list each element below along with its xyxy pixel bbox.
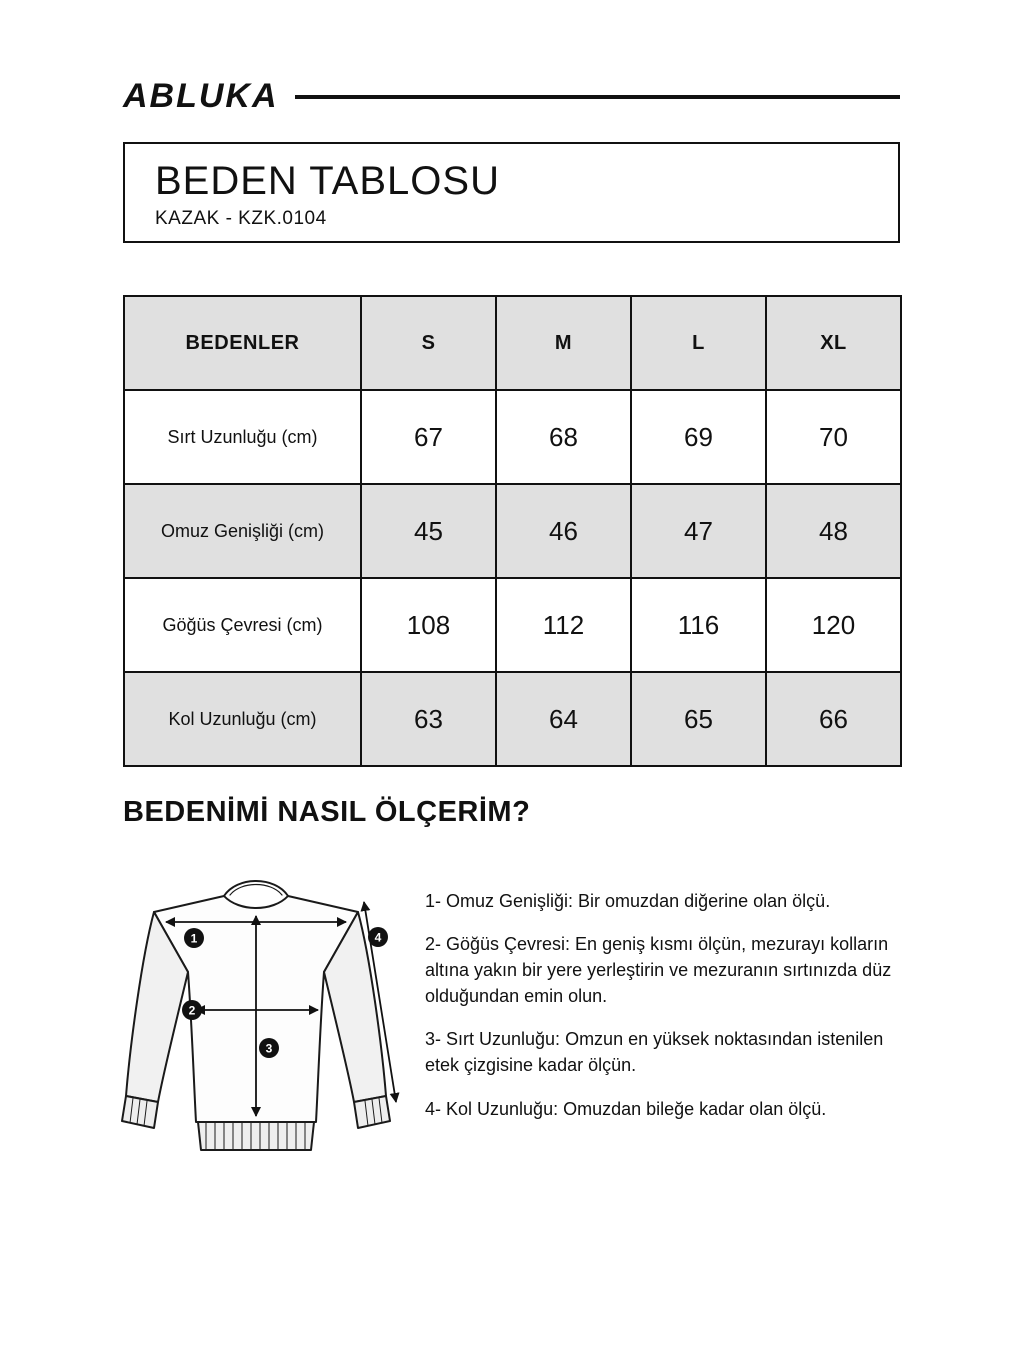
instruction-sleeve-length: 4- Kol Uzunluğu: Omuzdan bileğe kadar olan ölçü.: [425, 1098, 827, 1119]
size-table: [123, 295, 902, 767]
marker-3-badge: [259, 1038, 279, 1058]
marker-1-badge: [184, 928, 204, 948]
page-title: BEDEN TABLOSU: [155, 159, 500, 203]
title-box: [123, 142, 900, 243]
row-label: Omuz Genişliği (cm): [124, 484, 361, 578]
cell-value: 112: [496, 578, 631, 672]
column-header-s: S: [361, 296, 496, 390]
measure-section-title: BEDENİMİ NASIL ÖLÇERİM?: [123, 796, 531, 828]
table-row-back-length: [124, 390, 901, 484]
column-header-xl: XL: [766, 296, 901, 390]
cell-value: 108: [361, 578, 496, 672]
marker-4-badge: [368, 927, 388, 947]
cell-value: 70: [766, 390, 901, 484]
cell-value: 65: [631, 672, 766, 766]
marker-1-number: 1: [190, 931, 198, 946]
table-row-chest: [124, 578, 901, 672]
row-label: Kol Uzunluğu (cm): [124, 672, 361, 766]
cell-value: 66: [766, 672, 901, 766]
brand-logo: ABLUKA: [123, 76, 279, 115]
cell-value: 64: [496, 672, 631, 766]
cell-value: 67: [361, 390, 496, 484]
brand-header: [123, 76, 900, 116]
marker-2-number: 2: [188, 1003, 196, 1018]
cell-value: 47: [631, 484, 766, 578]
cell-value: 120: [766, 578, 901, 672]
instruction-chest: 2- Göğüs Çevresi: En geniş kısmı ölçün, mezurayı kolların altına yakın bir yere yerleştirin ve mezuranın sırtınızda düz olduğundan emin olun.: [425, 934, 892, 1007]
table-row-shoulder-width: [124, 484, 901, 578]
marker-4-number: 4: [374, 930, 382, 945]
cell-value: 116: [631, 578, 766, 672]
row-label: Göğüs Çevresi (cm): [124, 578, 361, 672]
size-table-header-row: [124, 296, 901, 390]
column-header-m: M: [496, 296, 631, 390]
instruction-back-length: 3- Sırt Uzunluğu: Omzun en yüksek noktasından istenilen etek çizgisine kadar ölçün.: [425, 1029, 884, 1076]
instruction-shoulder-width: 1- Omuz Genişliği: Bir omuzdan diğerine olan ölçü.: [425, 891, 831, 911]
cell-value: 45: [361, 484, 496, 578]
sweater-diagram: [106, 864, 416, 1196]
measure-instructions: [425, 888, 912, 1139]
row-label: Sırt Uzunluğu (cm): [124, 390, 361, 484]
column-header-bedenler: BEDENLER: [124, 296, 361, 390]
brand-divider-line: [295, 95, 900, 99]
cell-value: 69: [631, 390, 766, 484]
column-header-l: L: [631, 296, 766, 390]
cell-value: 68: [496, 390, 631, 484]
marker-3-number: 3: [265, 1041, 273, 1056]
table-row-sleeve-length: [124, 672, 901, 766]
page-subtitle: KAZAK - KZK.0104: [155, 208, 327, 229]
cell-value: 48: [766, 484, 901, 578]
cell-value: 46: [496, 484, 631, 578]
sweater-diagram-wrap: [106, 864, 416, 1196]
marker-2-badge: [182, 1000, 202, 1020]
cell-value: 63: [361, 672, 496, 766]
